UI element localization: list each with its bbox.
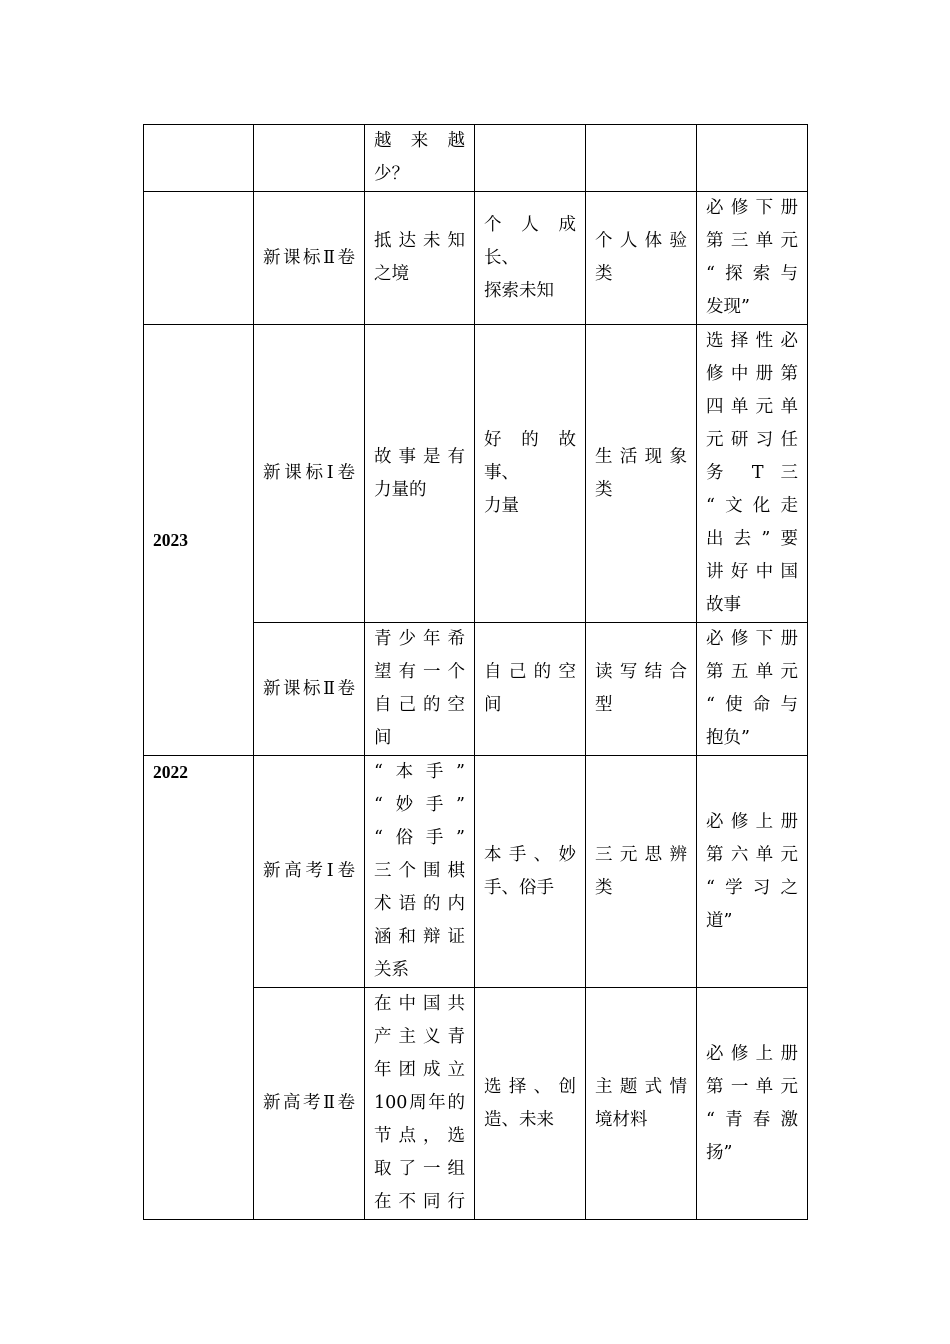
- topic-cell: 青少年希 望有一个 自己的空 间: [365, 623, 475, 756]
- unit-cell: 必修下册 第五单元 “使命与 抱负”: [697, 623, 808, 756]
- year-cell: [144, 125, 254, 192]
- paper-cell: 新高考Ⅰ卷: [254, 756, 365, 988]
- unit-cell: [697, 125, 808, 192]
- keywords-cell: 本手、妙 手、俗手: [475, 756, 586, 988]
- paper-cell: 新课标Ⅰ卷: [254, 325, 365, 623]
- paper-cell: 新课标Ⅱ卷: [254, 192, 365, 325]
- unit-cell: 选择性必 修中册第 四单元单 元研习任 务 T 三 “文化走 出去”要 讲好中国 故事: [697, 325, 808, 623]
- year-cell: [144, 192, 254, 325]
- exam-essay-table: [143, 124, 808, 1220]
- type-cell: [586, 125, 697, 192]
- keywords-cell: 自己的空 间: [475, 623, 586, 756]
- table-row: [144, 756, 808, 988]
- paper-cell: 新课标Ⅱ卷: [254, 623, 365, 756]
- table-row: [144, 192, 808, 325]
- type-cell: 读写结合 型: [586, 623, 697, 756]
- type-cell: 生活现象 类: [586, 325, 697, 623]
- topic-cell: 越 来 越 少？: [365, 125, 475, 192]
- keywords-cell: 好 的 故 事、 力量: [475, 325, 586, 623]
- topic-cell: 在中国共 产主义青 年团成立 100周年的 节点，选 取了一组 在不同行: [365, 988, 475, 1220]
- paper-cell: [254, 125, 365, 192]
- table-row: [144, 325, 808, 623]
- unit-cell: 必修上册 第六单元 “学习之 道”: [697, 756, 808, 988]
- unit-cell: 必修下册 第三单元 “探索与 发现”: [697, 192, 808, 325]
- type-cell: 三元思辨 类: [586, 756, 697, 988]
- paper-cell: 新高考Ⅱ卷: [254, 988, 365, 1220]
- table-row: [144, 125, 808, 192]
- topic-cell: 抵达未知 之境: [365, 192, 475, 325]
- unit-cell: 必修上册 第一单元 “青春激 扬”: [697, 988, 808, 1220]
- keywords-cell: 个 人 成 长、 探索未知: [475, 192, 586, 325]
- type-cell: 主题式情 境材料: [586, 988, 697, 1220]
- topic-cell: 故事是有 力量的: [365, 325, 475, 623]
- type-cell: 个人体验 类: [586, 192, 697, 325]
- year-cell: 2022: [144, 756, 254, 1220]
- keywords-cell: 选择、创 造、未来: [475, 988, 586, 1220]
- keywords-cell: [475, 125, 586, 192]
- year-cell: 2023: [144, 325, 254, 756]
- topic-cell: “本手” “妙手” “俗手” 三个围棋 术语的内 涵和辩证 关系: [365, 756, 475, 988]
